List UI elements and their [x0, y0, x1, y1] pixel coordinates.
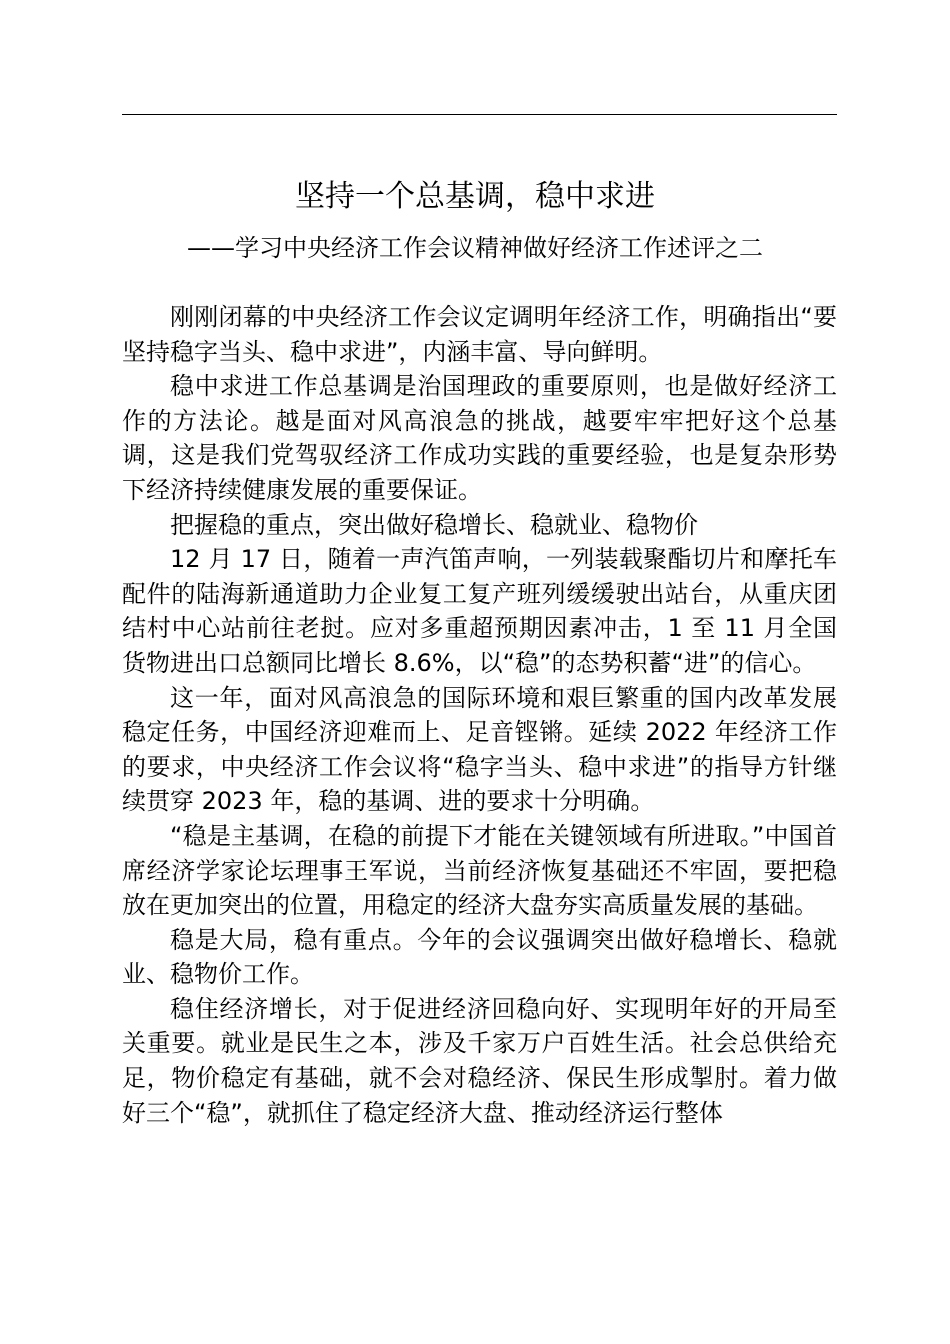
section-heading: 把握稳的重点，突出做好稳增长、稳就业、稳物价 [170, 510, 698, 539]
paragraph: 这一年，面对风高浪急的国际环境和艰巨繁重的国内改革发展稳定任务，中国经济迎难而上、足音铿锵。延续 2022 年经济工作的要求，中央经济工作会议将“稳字当头、稳中求进”的指导方针继续贯穿 2023 年，稳的基调、进的要求十分明确。 [122, 683, 837, 816]
paragraph: 12 月 17 日，随着一声汽笛声响，一列装载聚酯切片和摩托车配件的陆海新通道助力企业复工复产班列缓缓驶出站台，从重庆团结村中心站前往老挝。应对多重超预期因素冲击，1 至 11 月全国货物进出口总额同比增长 8.6%，以“稳”的态势积蓄“进”的信心。 [122, 545, 837, 677]
article-subtitle: ——学习中央经济工作会议精神做好经济工作述评之二 [187, 234, 763, 262]
header-rule [122, 114, 837, 115]
paragraph: “稳是主基调，在稳的前提下才能在关键领域有所进取。”中国首席经济学家论坛理事王军说，当前经济恢复基础还不牢固，要把稳放在更加突出的位置，用稳定的经济大盘夯实高质量发展的基础。 [122, 821, 837, 920]
paragraph: 稳住经济增长，对于促进经济回稳向好、实现明年好的开局至关重要。就业是民生之本，涉及千家万户百姓生活。社会总供给充足，物价稳定有基础，就不会对稳经济、保民生形成掣肘。着力做好三个“稳”，就抓住了稳定经济大盘、推动经济运行整体 [122, 994, 837, 1127]
article-title: 坚持一个总基调，稳中求进 [295, 179, 655, 214]
paragraph: 稳中求进工作总基调是治国理政的重要原则，也是做好经济工作的方法论。越是面对风高浪急的挑战，越要牢牢把好这个总基调，这是我们党驾驭经济工作成功实践的重要经验，也是复杂形势下经济持续健康发展的重要保证。 [122, 372, 837, 504]
paragraph: 稳是大局，稳有重点。今年的会议强调突出做好稳增长、稳就业、稳物价工作。 [122, 925, 837, 989]
article-body [122, 300, 837, 1130]
paragraph: 刚刚闭幕的中央经济工作会议定调明年经济工作，明确指出“要坚持稳字当头、稳中求进”，内涵丰富、导向鲜明。 [122, 303, 837, 366]
